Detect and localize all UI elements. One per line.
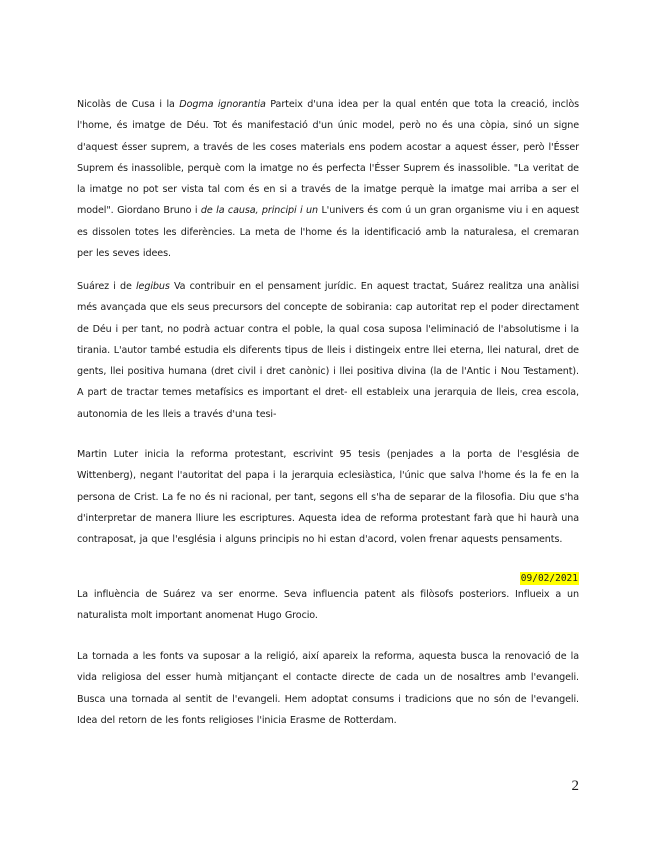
paragraph-influencia [77,584,579,627]
paragraph-cusa-bruno [77,94,579,264]
paragraph-luter [77,444,579,550]
paragraph-lead: Suárez i de [77,281,136,292]
work-title: legibus [135,281,170,292]
paragraph-body: L'univers és com ú un gran organisme viu i en aquest es dissolen totes les diferències. La meta de l'home és la identificació amb la naturalesa, el cremaran per les seves idees. [77,205,579,260]
paragraph-body: Parteix d'una idea per la qual entén que tota la creació, inclòs l'home, és imatge de Déu. Tot és manifestació d'un únic model, però no és una còpia, sinó un signe d'aquest ésser suprem, a través de les coses materials ens podem acostar a aquest ésser, però l'Ésser Suprem és inassolible, perquè com la imatge no és perfecta l'Ésser Suprem és inassolible. "La veritat de la imatge no pot ser vista tal com és en si a través de la imatge perquè la imatge mai arriba a ser el model". [77,99,579,217]
paragraph-suarez [77,276,579,425]
date-highlight: 09/02/2021 [520,573,578,584]
work-title: Dogma ignorantia [179,99,266,110]
paragraph-lead: Nicolàs de Cusa i la [77,99,180,110]
paragraph-body: La influència de Suárez va ser enorme. Seva influencia patent als filòsofs posteriors. Influeix a un naturalista molt important anomenat Hugo Grocio. [77,589,579,622]
paragraph-body: Va contribuir en el pensament jurídic. En aquest tractat, Suárez realitza una anàlisi més avançada que els seus precursors del concepte de sobirania: cap autoritat rep el poder directament de Déu i per tant, no podrà actuar contra el poble, la qual cosa suposa l'eliminació de l'absolutisme i la tirania. L'autor també estudia els diferents tipus de lleis i distingeix entre llei eterna, llei natural, dret de gents, llei positiva humana (dret civil i dret canònic) i llei positiva divina (la de l'Antic i Nou Testament). A part de tractar temes metafísics es important el dret- ell estableix una jerarquia de lleis, crea escola, autonomia de les lleis a través d'una tesi- [77,281,580,420]
paragraph-lead: Giordano Bruno i [113,205,201,217]
page-number: 2 [571,778,579,794]
paragraph-body: La tornada a les fonts va suposar a la religió, així apareix la reforma, aquesta busca la renovació de la vida religiosa del esser humà mitjançant el contacte directe de cada un de nosaltres amb l'evangeli. Busca una tornada al sentit de l'evangeli. Hem adoptat consums i tradicions que no són de l'evangeli. Idea del retorn de les fonts religioses l'inicia Erasme de Rotterdam. [77,651,579,726]
paragraph-body: Martin Luter inicia la reforma protestant, escrivint 95 tesis (penjades a la porta de l'església de Wittenberg), negant l'autoritat del papa i la jerarquia eclesiàstica, l'únic que salva l'home és la fe en la persona de Crist. La fe no és ni racional, per tant, segons ell s'ha de separar de la filosofia. Diu que s'ha d'interpretar de manera lliure les escriptures. Aquesta idea de reforma protestant farà que hi haurà una contraposat, ja que l'església i alguns principis no hi estan d'acord, volen frenar aquests pensaments. [77,449,579,546]
paragraph-fonts [77,646,579,731]
work-title: de la causa, principi i un [200,205,318,217]
